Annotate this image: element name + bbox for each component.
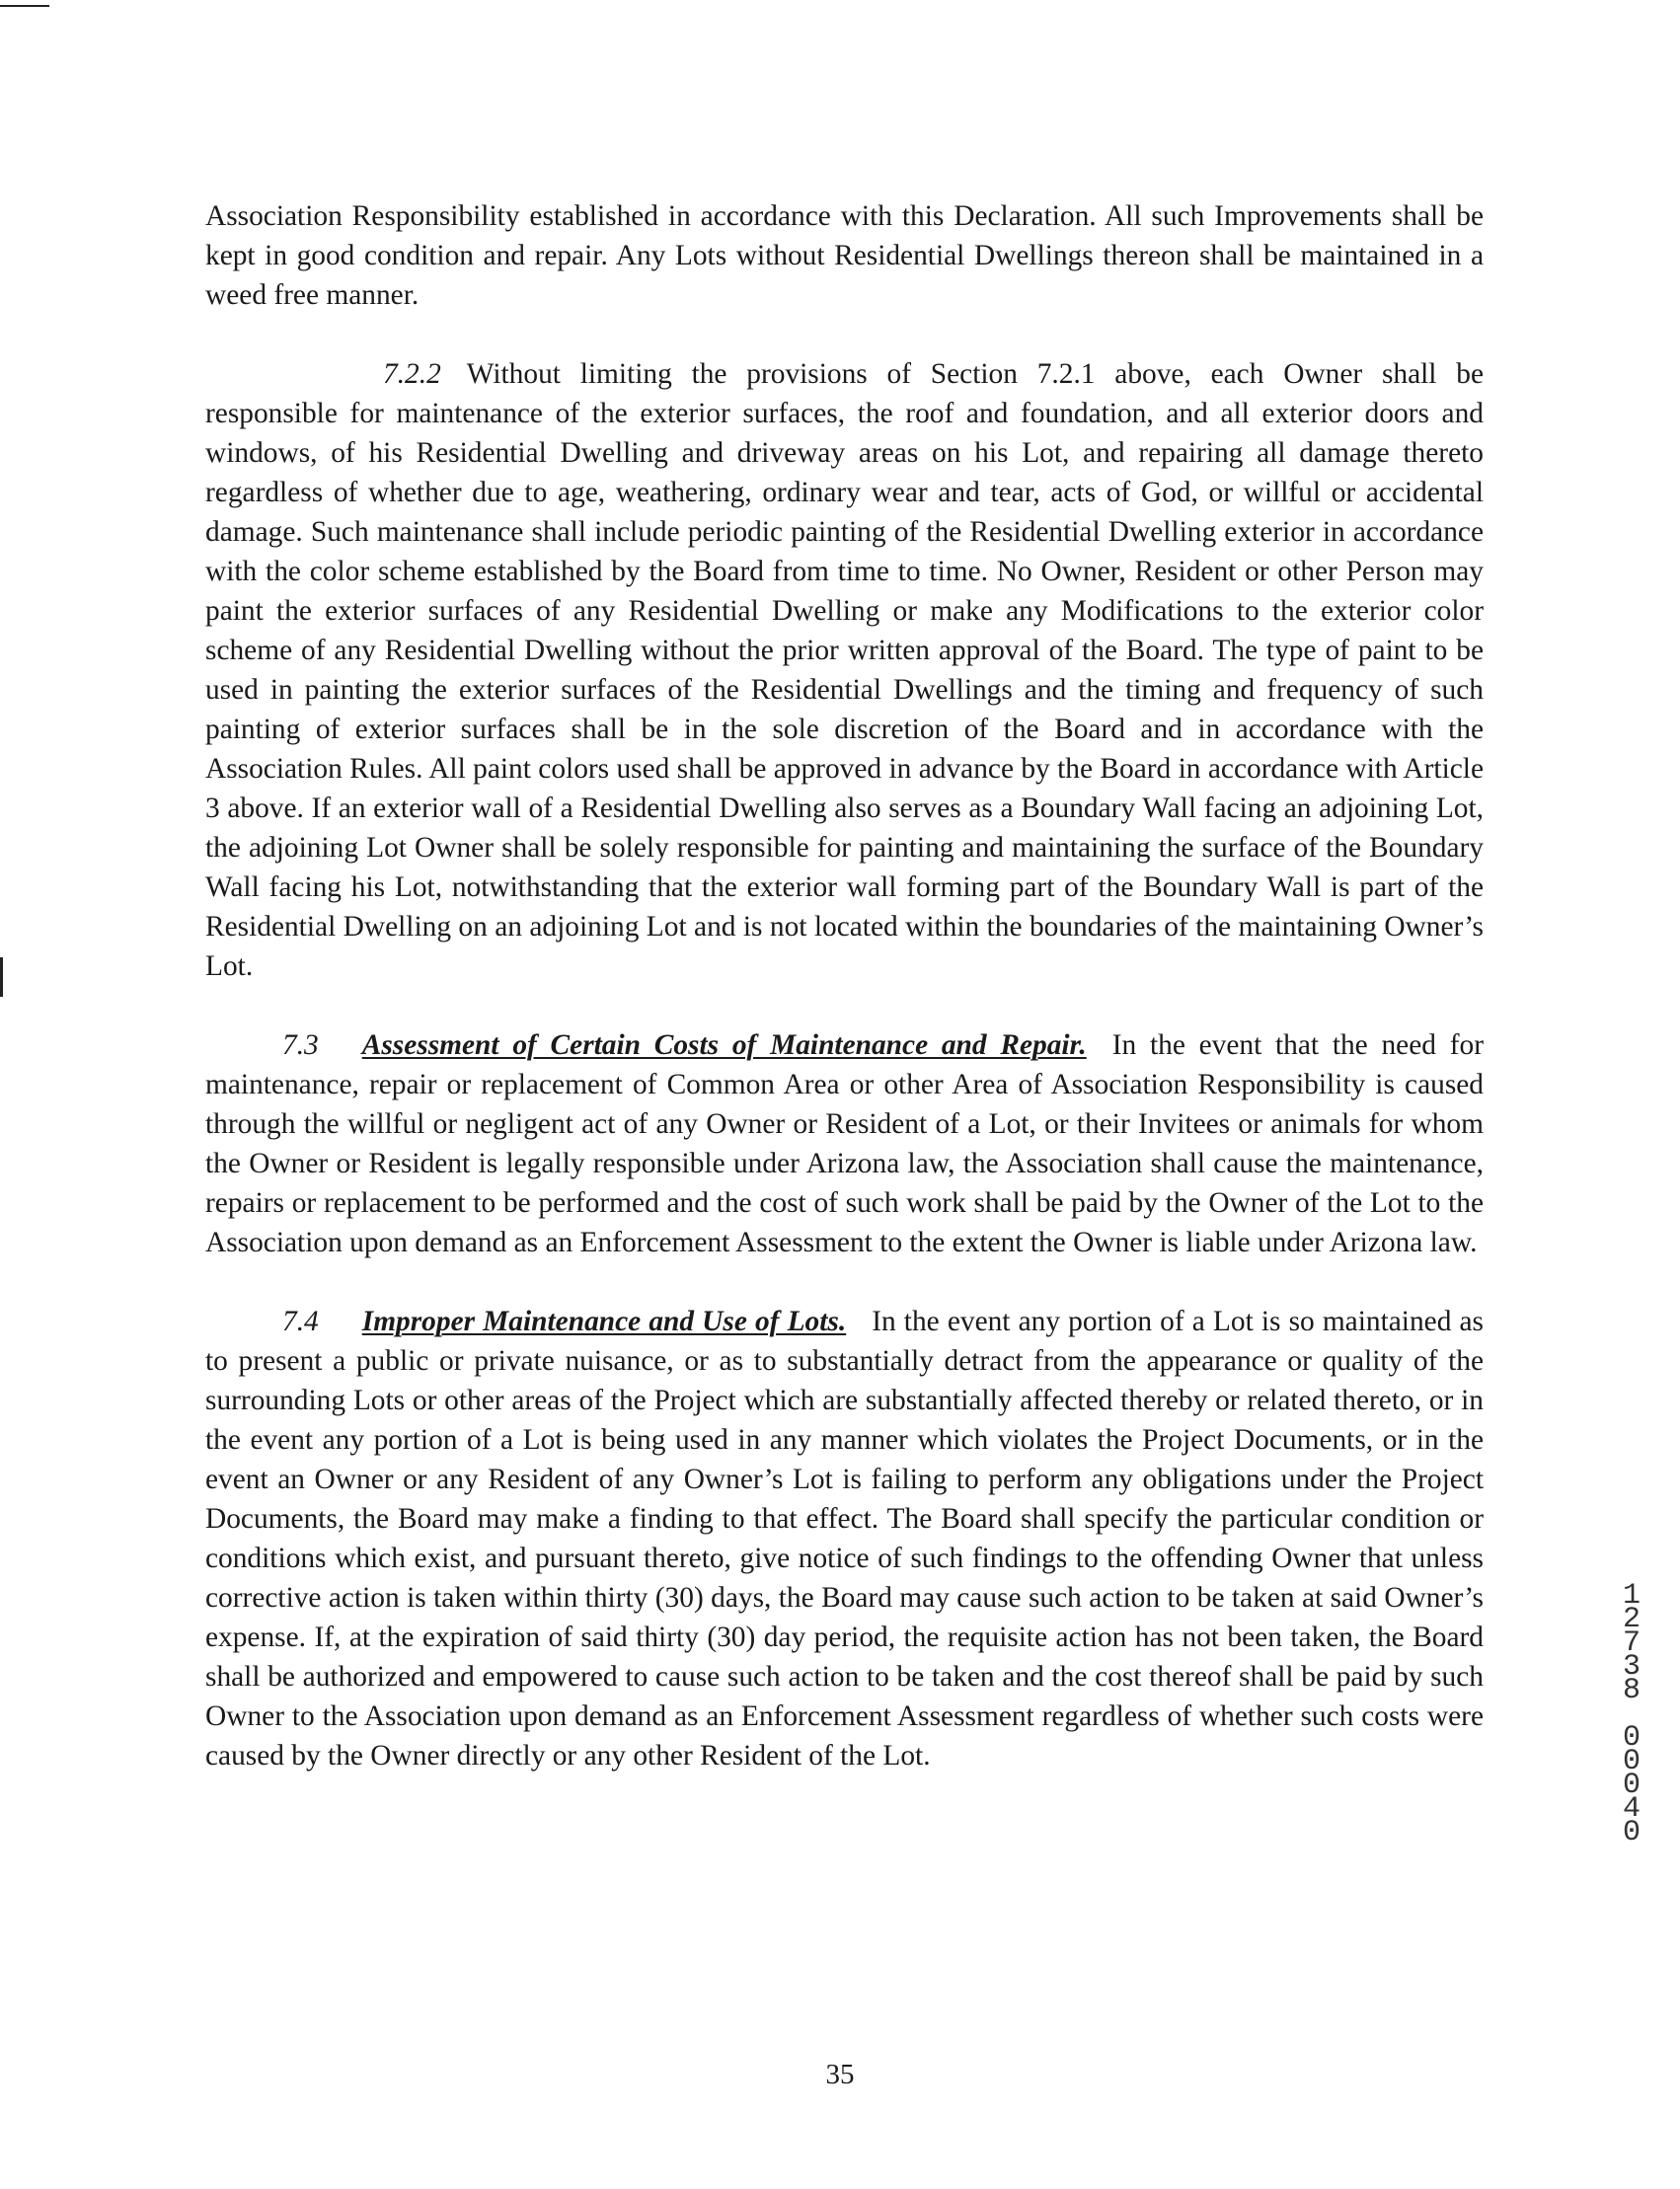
recording-number-digit: 1 <box>1622 1579 1641 1613</box>
recording-number-digit: 0 <box>1622 1769 1641 1802</box>
section-7-2-2 <box>205 354 1484 986</box>
section-body: In the event that the need for maintenance, repair or replacement of Common Area or other Area of Association Responsibility is caused through the willful or negligent act of any Owner or Resident of a Lot, or their Invitees or animals for whom the Owner or Resident is legally responsible under Arizona law, the Association shall cause the maintenance, repairs or replacement to be performed and the cost of such work shall be paid by the Owner of the Lot to the Association upon demand as an Enforcement Assessment to the extent the Owner is liable under Arizona law. <box>205 1029 1484 1258</box>
scan-edge-mark-top <box>0 5 49 7</box>
document-page <box>205 196 1484 1775</box>
continuation-paragraph: Association Responsibility established in accordance with this Declaration. All such Improvements shall be kept in good condition and repair. Any Lots without Residential Dwellings thereon shall be maintained in a weed free manner. <box>205 200 1484 311</box>
recording-number-stamp <box>1615 1579 1648 1849</box>
recording-number-digit: 4 <box>1622 1792 1641 1826</box>
recording-number-digit: 0 <box>1622 1816 1641 1849</box>
section-body: In the event any portion of a Lot is so maintained as to present a public or private nuisance, or as to substantially detract from the appearance or quality of the surrounding Lots or other areas of the Project which are substantially affected thereby or related thereto, or in the event any portion of a Lot is being used in any manner which violates the Project Documents, or in the event an Owner or any Resident of any Owner’s Lot is failing to perform any obligations under the Project Documents, the Board may make a finding to that effect. The Board shall specify the particular condition or conditions which exist, and pursuant thereto, give notice of such findings to the offending Owner that unless corrective action is taken within thirty (30) days, the Board may cause such action to be taken at said Owner’s expense. If, at the expiration of said thirty (30) day period, the requisite action has not been taken, the Board shall be authorized and empowered to cause such action to be taken and the cost thereof shall be paid by such Owner to the Association upon demand as an Enforcement Assessment regardless of whether such costs were caused by the Owner directly or any other Resident of the Lot. <box>205 1306 1484 1772</box>
paragraph-gap <box>205 315 1484 354</box>
page-number: 35 <box>825 2059 855 2090</box>
paragraph-gap <box>205 1262 1484 1302</box>
recording-number-digit: 2 <box>1622 1603 1641 1636</box>
section-7-3 <box>205 1025 1484 1262</box>
recording-number-digit: 0 <box>1622 1721 1641 1755</box>
section-number: 7.2.2 <box>383 358 441 390</box>
section-number: 7.3 <box>282 1029 319 1061</box>
section-heading: Assessment of Certain Costs of Maintenance and Repair. <box>361 1029 1087 1061</box>
section-7-4 <box>205 1302 1484 1775</box>
recording-number-digit: 0 <box>1622 1745 1641 1778</box>
section-heading: Improper Maintenance and Use of Lots. <box>361 1306 847 1337</box>
recording-number-digit: 8 <box>1622 1674 1641 1707</box>
recording-number-digit: 7 <box>1622 1626 1641 1660</box>
section-number: 7.4 <box>282 1306 319 1337</box>
paragraph-gap <box>205 986 1484 1025</box>
section-body: Without limiting the provisions of Section 7.2.1 above, each Owner shall be responsible for maintenance of the exterior surfaces, the roof and foundation, and all exterior doors and windows, of his Residential Dwelling and driveway areas on his Lot, and repairing all damage thereto regardless of whether due to age, weathering, ordinary wear and tear, acts of God, or willful or accidental damage. Such maintenance shall include periodic painting of the Residential Dwelling exterior in accordance with the color scheme established by the Board from time to time. No Owner, Resident or other Person may paint the exterior surfaces of any Residential Dwelling or make any Modifications to the exterior color scheme of any Residential Dwelling without the prior written approval of the Board. The type of paint to be used in painting the exterior surfaces of the Residential Dwellings and the timing and frequency of such painting of exterior surfaces shall be in the sole discretion of the Board and in accordance with the Association Rules. All paint colors used shall be approved in advance by the Board in accordance with Article 3 above. If an exterior wall of a Residential Dwelling also serves as a Boundary Wall facing an adjoining Lot, the adjoining Lot Owner shall be solely responsible for painting and maintaining the surface of the Boundary Wall facing his Lot, notwithstanding that the exterior wall forming part of the Boundary Wall is part of the Residential Dwelling on an adjoining Lot and is not located within the boundaries of the maintaining Owner’s Lot. <box>205 358 1484 982</box>
scan-edge-mark-left <box>0 957 3 997</box>
recording-number-digit: 3 <box>1622 1650 1641 1684</box>
